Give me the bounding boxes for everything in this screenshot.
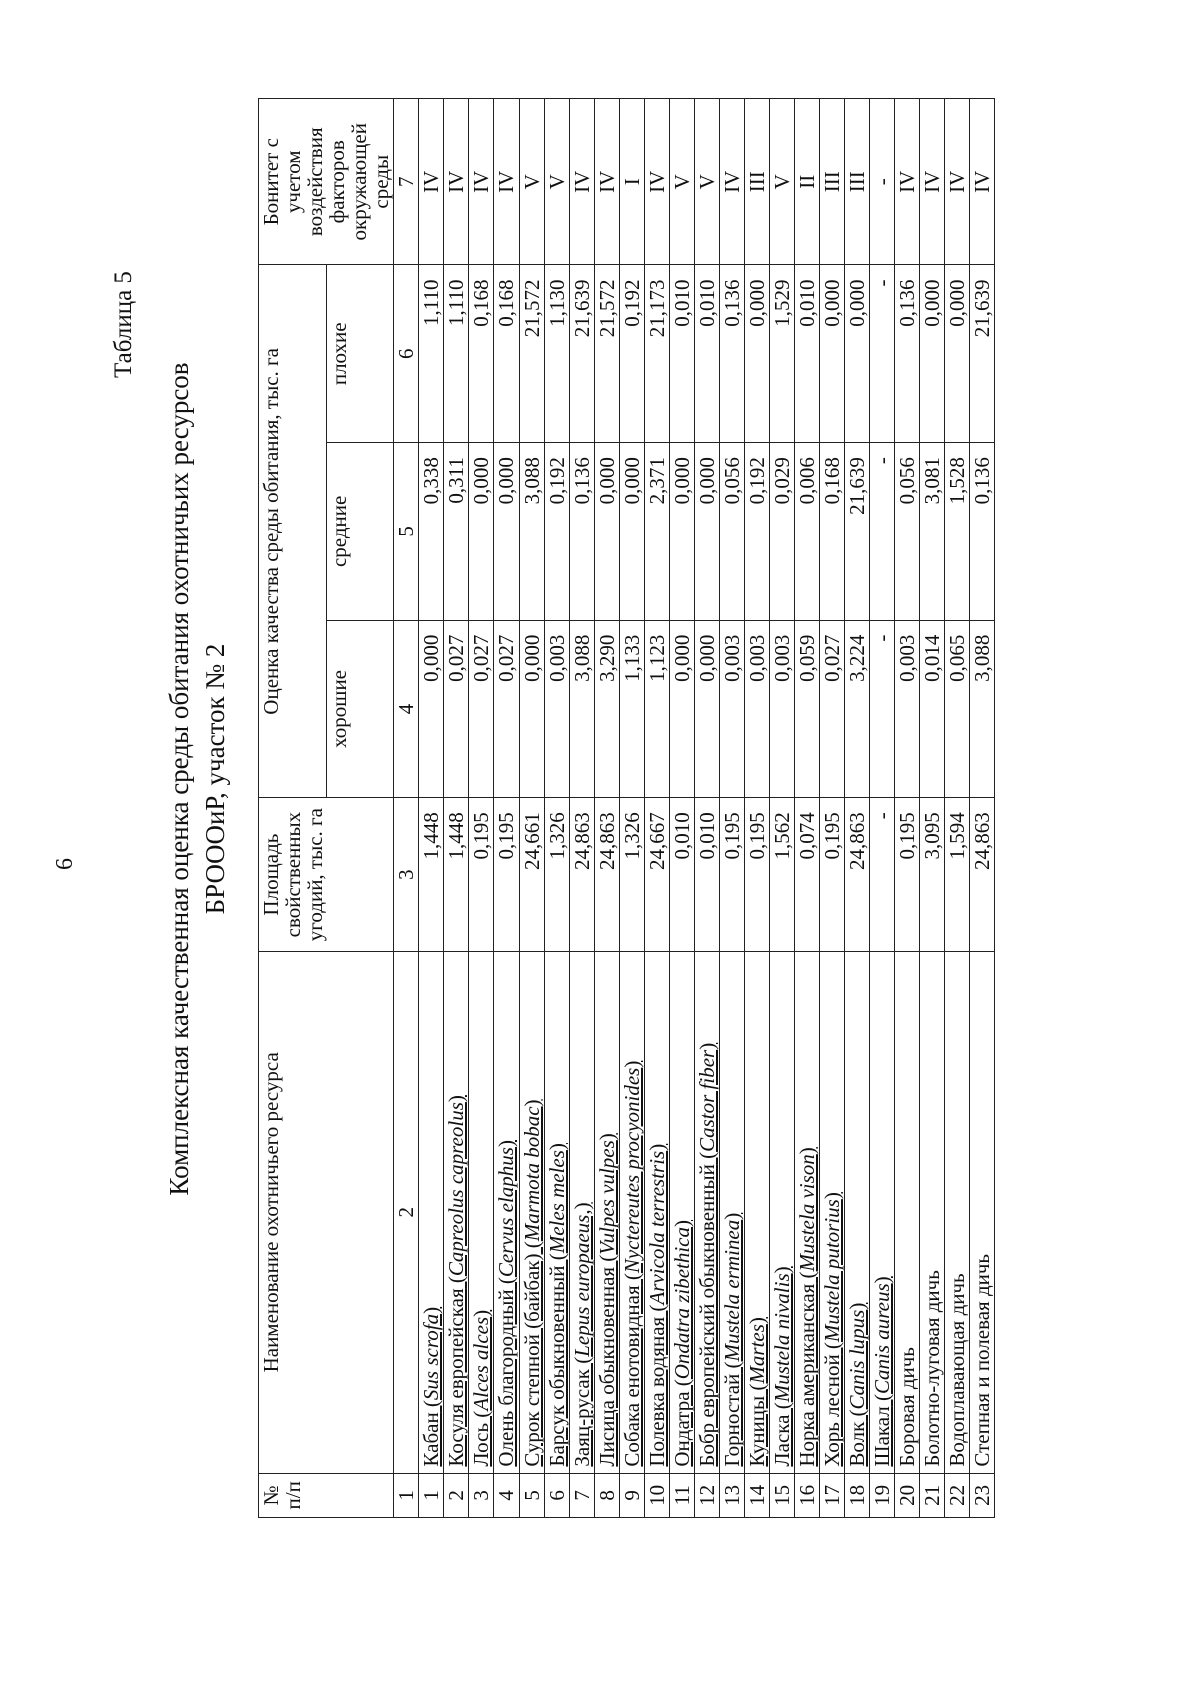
row-number: 15 xyxy=(769,1473,794,1517)
header-bad: плохие xyxy=(326,265,394,443)
resource-common-name: Заяц-русак xyxy=(569,1369,594,1467)
bonitet-value: III xyxy=(820,99,845,266)
column-index: 4 xyxy=(394,620,419,798)
resource-latin-name: Martes xyxy=(744,1324,769,1384)
good-value: - xyxy=(870,620,895,798)
medium-value: 0,000 xyxy=(469,443,494,621)
bonitet-value: III xyxy=(845,99,870,266)
medium-value: 0,056 xyxy=(895,443,920,621)
medium-value: 0,029 xyxy=(769,443,794,621)
good-value: 0,059 xyxy=(795,620,820,798)
row-number: 1 xyxy=(419,1473,444,1517)
bad-value: 0,168 xyxy=(469,265,494,443)
resource-name: Ласка (Mustela nivalis) xyxy=(769,951,794,1473)
bonitet-value: IV xyxy=(719,99,744,266)
area-value: 1,326 xyxy=(544,798,569,952)
bonitet-value: IV xyxy=(895,99,920,266)
resource-name xyxy=(970,951,995,1473)
good-value: 0,003 xyxy=(719,620,744,798)
bonitet-value: IV xyxy=(920,99,945,266)
resource-latin-name: Capreolus capreolus xyxy=(444,1102,469,1277)
resource-common-name: Лисица обыкновенная xyxy=(594,1266,619,1467)
resource-common-name: Ондатра xyxy=(669,1391,694,1467)
row-number: 23 xyxy=(970,1473,995,1517)
bad-value: 1,110 xyxy=(444,265,469,443)
area-value: 0,195 xyxy=(494,798,519,952)
resource-common-name: Барсук обыкновенный xyxy=(544,1265,569,1467)
resource-name: Косуля европейская (Capreolus capreolus) xyxy=(444,951,469,1473)
good-value: 0,000 xyxy=(419,620,444,798)
area-value: 0,195 xyxy=(895,798,920,952)
resource-latin-name: Meles meles xyxy=(544,1150,569,1254)
good-value: 0,027 xyxy=(820,620,845,798)
resource-common-name: Водоплавающая дичь xyxy=(945,1273,970,1467)
bad-value: 21,639 xyxy=(569,265,594,443)
bonitet-value: V xyxy=(544,99,569,266)
good-value: 3,088 xyxy=(569,620,594,798)
resource-name: Лось (Alces alces) xyxy=(469,951,494,1473)
resource-latin-name: Vulpes vulpes xyxy=(594,1140,619,1255)
good-value: 0,027 xyxy=(469,620,494,798)
medium-value: 0,168 xyxy=(820,443,845,621)
medium-value: 0,000 xyxy=(669,443,694,621)
good-value: 0,000 xyxy=(669,620,694,798)
medium-value: - xyxy=(870,443,895,621)
bad-value: 21,173 xyxy=(644,265,669,443)
bad-value: 0,010 xyxy=(669,265,694,443)
bonitet-value: V xyxy=(769,99,794,266)
row-number: 11 xyxy=(669,1473,694,1517)
header-area: Площадь свойственных угодий, тыс. га xyxy=(259,798,394,952)
table-row xyxy=(769,99,794,1518)
table-row xyxy=(870,99,895,1518)
bad-value: 1,110 xyxy=(419,265,444,443)
table-row xyxy=(820,99,845,1518)
row-number: 13 xyxy=(719,1473,744,1517)
resource-latin-name: Lepus europaeus, xyxy=(569,1209,594,1357)
row-number: 17 xyxy=(820,1473,845,1517)
area-value: 24,667 xyxy=(644,798,669,952)
row-number: 22 xyxy=(945,1473,970,1517)
resource-common-name: Степная и полевая дичь xyxy=(970,1253,995,1467)
resource-name: Норка американская (Mustela vison) xyxy=(795,951,820,1473)
area-value: 24,863 xyxy=(970,798,995,952)
good-value: 1,123 xyxy=(644,620,669,798)
medium-value: 0,311 xyxy=(444,443,469,621)
bad-value: 0,000 xyxy=(945,265,970,443)
resource-latin-name: Castor fiber xyxy=(694,1049,719,1152)
bonitet-value: II xyxy=(795,99,820,266)
area-value: 1,448 xyxy=(444,798,469,952)
area-value: 0,010 xyxy=(669,798,694,952)
resource-name: Горностай (Mustela erminea) xyxy=(719,951,744,1473)
bonitet-value: V xyxy=(669,99,694,266)
medium-value: 0,000 xyxy=(694,443,719,621)
good-value: 0,000 xyxy=(519,620,544,798)
resource-name: Олень благородный (Cervus elaphus) xyxy=(494,951,519,1473)
resource-latin-name: Mustela erminea xyxy=(719,1219,744,1362)
table-row xyxy=(845,99,870,1518)
row-number: 3 xyxy=(469,1473,494,1517)
area-value: 24,863 xyxy=(569,798,594,952)
resource-common-name: Олень благородный xyxy=(494,1289,519,1467)
row-number: 5 xyxy=(519,1473,544,1517)
table-row xyxy=(945,99,970,1518)
good-value: 3,224 xyxy=(845,620,870,798)
medium-value: 3,081 xyxy=(920,443,945,621)
bad-value: - xyxy=(870,265,895,443)
resource-latin-name: Canis aureus xyxy=(870,1283,895,1394)
resource-latin-name: Mustela nivalis xyxy=(769,1273,794,1403)
area-value: 0,195 xyxy=(744,798,769,952)
bonitet-value: IV xyxy=(594,99,619,266)
bad-value: 1,130 xyxy=(544,265,569,443)
resource-common-name: Косуля европейская xyxy=(444,1288,469,1467)
good-value: 0,003 xyxy=(544,620,569,798)
table-row xyxy=(795,99,820,1518)
bad-value: 0,000 xyxy=(744,265,769,443)
area-value: 1,326 xyxy=(619,798,644,952)
area-value: 0,195 xyxy=(719,798,744,952)
resource-latin-name: Ondatra zibethica xyxy=(669,1226,694,1380)
resource-common-name: Собака енотовидная xyxy=(619,1285,644,1467)
medium-value: 0,056 xyxy=(719,443,744,621)
area-value: 24,863 xyxy=(594,798,619,952)
bad-value: 21,572 xyxy=(594,265,619,443)
table-row xyxy=(669,99,694,1518)
bonitet-value: III xyxy=(744,99,769,266)
bonitet-value: IV xyxy=(569,99,594,266)
bad-value: 0,168 xyxy=(494,265,519,443)
bonitet-value: IV xyxy=(644,99,669,266)
table-row xyxy=(895,99,920,1518)
area-value: 0,195 xyxy=(820,798,845,952)
table-row xyxy=(569,99,594,1518)
resource-common-name: Бобр европейский обыкновенный xyxy=(694,1164,719,1467)
medium-value: 1,528 xyxy=(945,443,970,621)
bad-value: 0,010 xyxy=(694,265,719,443)
bonitet-value: IV xyxy=(419,99,444,266)
resource-name: Ондатра (Ondatra zibethica) xyxy=(669,951,694,1473)
column-index: 5 xyxy=(394,443,419,621)
medium-value: 0,192 xyxy=(544,443,569,621)
resource-common-name: Лось xyxy=(469,1422,494,1467)
resource-common-name: Кабан xyxy=(419,1412,444,1467)
row-number: 4 xyxy=(494,1473,519,1517)
medium-value: 0,000 xyxy=(594,443,619,621)
row-number: 18 xyxy=(845,1473,870,1517)
table-row xyxy=(519,99,544,1518)
habitat-assessment-table xyxy=(258,98,995,1518)
row-number: 14 xyxy=(744,1473,769,1517)
resource-common-name: Горностай xyxy=(719,1373,744,1467)
row-number: 9 xyxy=(619,1473,644,1517)
row-number: 6 xyxy=(544,1473,569,1517)
medium-value: 0,006 xyxy=(795,443,820,621)
medium-value: 0,000 xyxy=(494,443,519,621)
table-row xyxy=(744,99,769,1518)
header-quality: Оценка качества среды обитания, тыс. га xyxy=(259,265,327,798)
medium-value: 2,371 xyxy=(644,443,669,621)
good-value: 0,003 xyxy=(769,620,794,798)
area-value: 1,448 xyxy=(419,798,444,952)
column-index: 2 xyxy=(394,951,419,1473)
bonitet-value: IV xyxy=(469,99,494,266)
resource-common-name: Полевка водяная xyxy=(644,1316,669,1467)
bad-value: 21,572 xyxy=(519,265,544,443)
bonitet-value: IV xyxy=(945,99,970,266)
resource-name: Собака енотовидная (Nyctereutes procyonides) xyxy=(619,951,644,1473)
bonitet-value: V xyxy=(519,99,544,266)
table-row xyxy=(594,99,619,1518)
resource-name: Хорь лесной (Mustela putorius) xyxy=(820,951,845,1473)
resource-latin-name: Arvicola terrestris xyxy=(644,1150,669,1305)
area-value: 0,074 xyxy=(795,798,820,952)
medium-value: 0,192 xyxy=(744,443,769,621)
column-index: 3 xyxy=(394,798,419,952)
medium-value: 0,136 xyxy=(569,443,594,621)
resource-name xyxy=(945,951,970,1473)
resource-common-name: Ласка xyxy=(769,1414,794,1467)
good-value: 0,065 xyxy=(945,620,970,798)
area-value: 24,863 xyxy=(845,798,870,952)
resource-name: Куницы (Martes) xyxy=(744,951,769,1473)
table-row xyxy=(619,99,644,1518)
resource-common-name: Норка американская xyxy=(795,1283,820,1467)
document-title: Комплексная качественная оценка среды обитания охотничьих ресурсов xyxy=(164,362,194,1196)
table-row xyxy=(444,99,469,1518)
resource-name: Заяц-русак (Lepus europaeus,) xyxy=(569,951,594,1473)
resource-name: Лисица обыкновенная (Vulpes vulpes) xyxy=(594,951,619,1473)
table-row xyxy=(920,99,945,1518)
bonitet-value: IV xyxy=(970,99,995,266)
resource-latin-name: Sus scrofa xyxy=(419,1313,444,1401)
table-row xyxy=(694,99,719,1518)
bad-value: 0,136 xyxy=(719,265,744,443)
table-number: Таблица 5 xyxy=(110,271,137,378)
area-value: 3,095 xyxy=(920,798,945,952)
row-number: 12 xyxy=(694,1473,719,1517)
resource-latin-name: Marmota bobac xyxy=(519,1106,544,1242)
resource-name: Шакал (Canis aureus) xyxy=(870,951,895,1473)
resource-common-name: Шакал xyxy=(870,1406,895,1467)
header-bonitet: Бонитет с учетом воздействия факторов окружающей среды xyxy=(259,99,394,266)
resource-common-name: Куницы xyxy=(744,1395,769,1467)
bad-value: 21,639 xyxy=(970,265,995,443)
resource-latin-name: Mustela putorius xyxy=(820,1199,845,1343)
medium-value: 3,088 xyxy=(519,443,544,621)
area-value: 0,195 xyxy=(469,798,494,952)
bad-value: 0,000 xyxy=(820,265,845,443)
resource-common-name: Боровая дичь xyxy=(895,1347,920,1467)
table-row xyxy=(419,99,444,1518)
resource-latin-name: Nyctereutes procyonides xyxy=(619,1067,644,1274)
row-number: 2 xyxy=(444,1473,469,1517)
area-value: 24,661 xyxy=(519,798,544,952)
bonitet-value: V xyxy=(694,99,719,266)
good-value: 3,290 xyxy=(594,620,619,798)
row-number: 7 xyxy=(569,1473,594,1517)
area-value: 1,562 xyxy=(769,798,794,952)
good-value: 1,133 xyxy=(619,620,644,798)
bonitet-value: - xyxy=(870,99,895,266)
row-number: 19 xyxy=(870,1473,895,1517)
resource-name: Кабан (Sus scrofa) xyxy=(419,951,444,1473)
table-row xyxy=(644,99,669,1518)
resource-name: Барсук обыкновенный (Meles meles) xyxy=(544,951,569,1473)
area-value: 1,594 xyxy=(945,798,970,952)
medium-value: 0,136 xyxy=(970,443,995,621)
header-good: хорошие xyxy=(326,620,394,798)
resource-name: Волк (Canis lupus) xyxy=(845,951,870,1473)
resource-name xyxy=(920,951,945,1473)
good-value: 0,027 xyxy=(494,620,519,798)
resource-common-name: Хорь лесной xyxy=(820,1354,845,1467)
bonitet-value: I xyxy=(619,99,644,266)
area-value: 0,010 xyxy=(694,798,719,952)
row-number: 16 xyxy=(795,1473,820,1517)
resource-latin-name: Alces alces xyxy=(469,1316,494,1411)
resource-common-name: Болотно-луговая дичь xyxy=(920,1270,945,1467)
table-row xyxy=(544,99,569,1518)
row-number: 10 xyxy=(644,1473,669,1517)
bad-value: 0,000 xyxy=(845,265,870,443)
good-value: 3,088 xyxy=(970,620,995,798)
resource-common-name: Волк xyxy=(845,1421,870,1467)
row-number: 8 xyxy=(594,1473,619,1517)
bonitet-value: IV xyxy=(444,99,469,266)
area-value: - xyxy=(870,798,895,952)
resource-name: Сурок степной (байбак) (Marmota bobac) xyxy=(519,951,544,1473)
bad-value: 0,192 xyxy=(619,265,644,443)
column-index-row xyxy=(394,99,419,1518)
resource-common-name: Сурок степной (байбак) xyxy=(519,1253,544,1467)
column-index: 1 xyxy=(394,1473,419,1517)
column-index: 6 xyxy=(394,265,419,443)
header-medium: средние xyxy=(326,443,394,621)
bad-value: 0,010 xyxy=(795,265,820,443)
medium-value: 21,639 xyxy=(845,443,870,621)
resource-latin-name: Canis lupus xyxy=(845,1309,870,1410)
row-number: 21 xyxy=(920,1473,945,1517)
row-number: 20 xyxy=(895,1473,920,1517)
table-row xyxy=(970,99,995,1518)
medium-value: 0,000 xyxy=(619,443,644,621)
bonitet-value: IV xyxy=(494,99,519,266)
bad-value: 0,000 xyxy=(920,265,945,443)
table-row xyxy=(494,99,519,1518)
page-number: 6 xyxy=(52,858,78,870)
resource-name xyxy=(895,951,920,1473)
resource-latin-name: Mustela vison xyxy=(795,1154,820,1272)
good-value: 0,003 xyxy=(895,620,920,798)
bad-value: 1,529 xyxy=(769,265,794,443)
resource-name: Полевка водяная (Arvicola terrestris) xyxy=(644,951,669,1473)
document-subtitle: БРОООиР, участок № 2 xyxy=(200,643,230,915)
header-resource-name: Наименование охотничьего ресурса xyxy=(259,951,394,1473)
bad-value: 0,136 xyxy=(895,265,920,443)
good-value: 0,027 xyxy=(444,620,469,798)
medium-value: 0,338 xyxy=(419,443,444,621)
resource-name: Бобр европейский обыкновенный (Castor fiber) xyxy=(694,951,719,1473)
header-number: № п/п xyxy=(259,1473,394,1517)
table-row xyxy=(469,99,494,1518)
good-value: 0,003 xyxy=(744,620,769,798)
good-value: 0,000 xyxy=(694,620,719,798)
table-row xyxy=(719,99,744,1518)
column-index: 7 xyxy=(394,99,419,266)
good-value: 0,014 xyxy=(920,620,945,798)
resource-latin-name: Cervus elaphus xyxy=(494,1147,519,1278)
